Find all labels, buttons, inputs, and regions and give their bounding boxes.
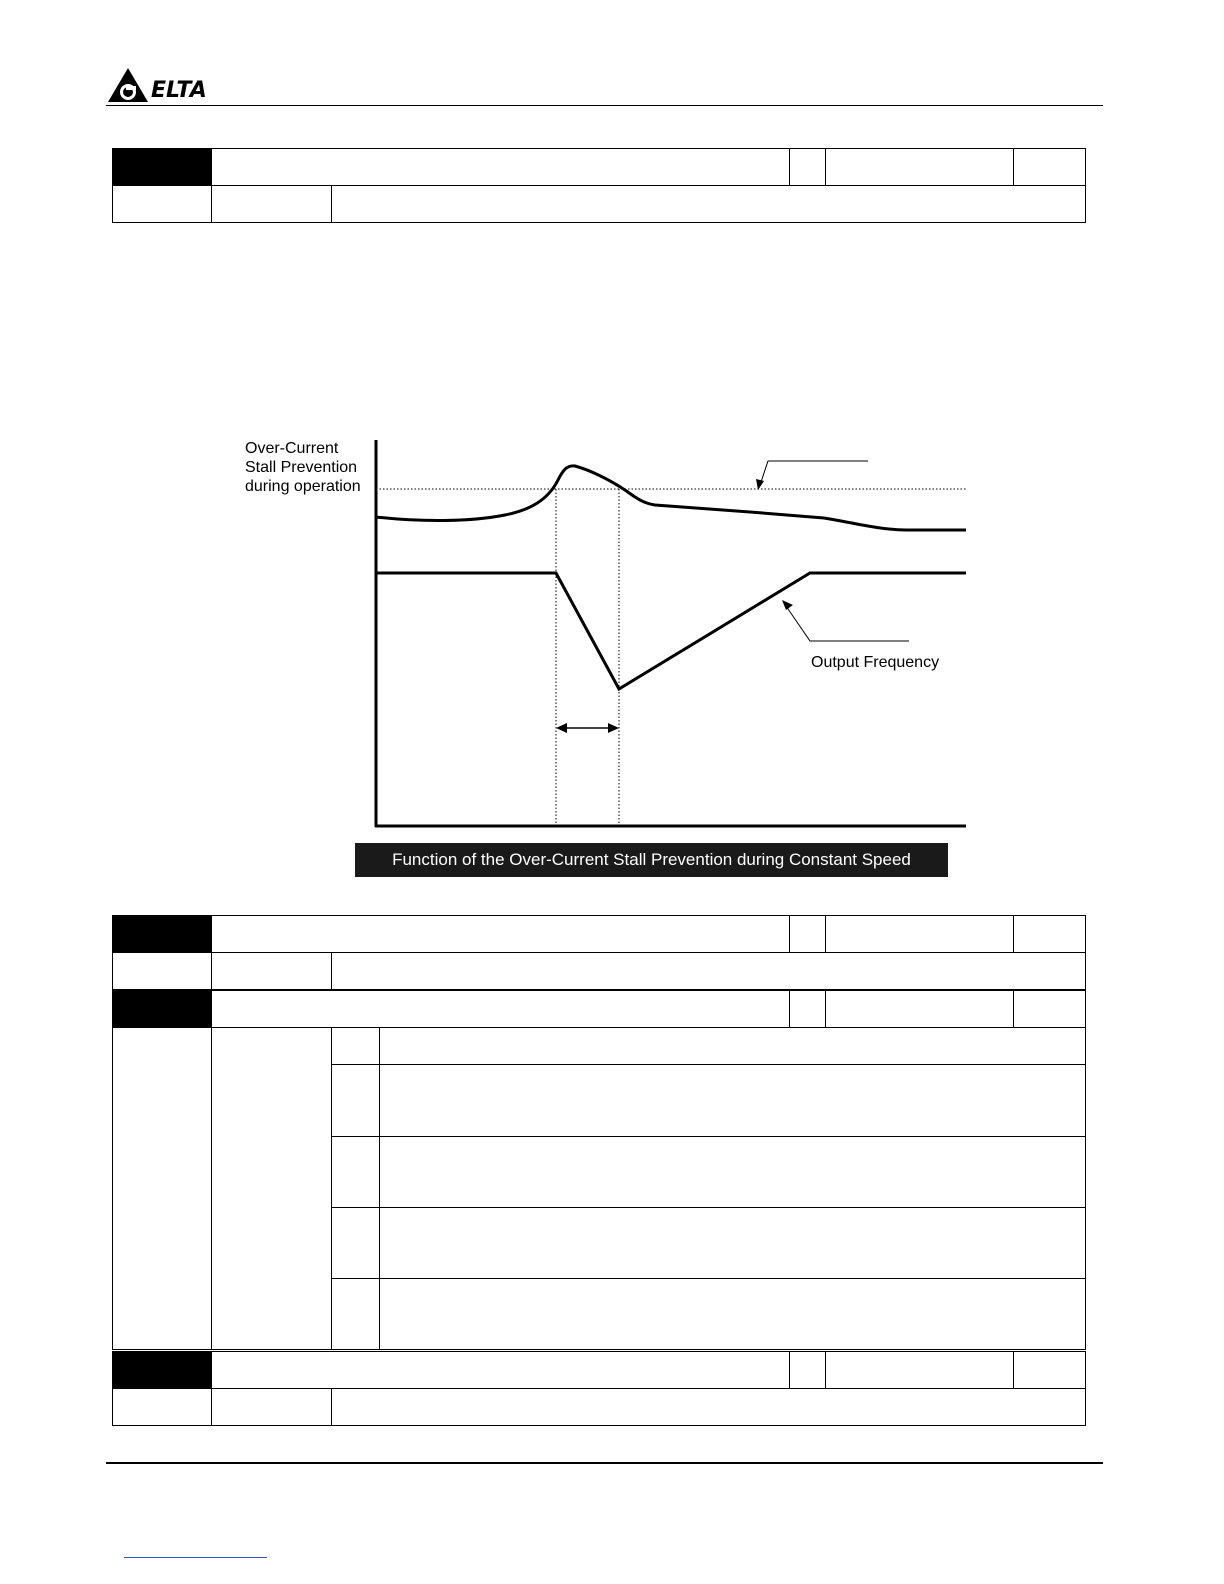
frequency-callout-arrowhead [782, 600, 793, 610]
threshold-label-line-3: during operation [245, 478, 361, 495]
param-flag-cell [790, 991, 826, 1028]
param-name-cell [212, 991, 790, 1028]
table-row [113, 149, 1086, 186]
output-frequency-curve [376, 573, 966, 689]
param-name-cell [212, 149, 790, 186]
param-empty-cell [113, 1389, 212, 1426]
chart-caption-box [355, 843, 948, 877]
table-row [113, 1028, 1086, 1065]
logo-text: ELTA [151, 78, 207, 103]
param-settings-value-cell [332, 1389, 1086, 1426]
option-number-cell [332, 1028, 380, 1065]
param-unit-cell [1014, 916, 1086, 953]
param-settings-value-cell [332, 186, 1086, 223]
param-settings-value-cell [332, 953, 1086, 990]
param-settings-label-cell [212, 1028, 332, 1350]
param-factory-cell [826, 149, 1014, 186]
param-unit-cell [1014, 991, 1086, 1028]
param-unit-cell [1014, 149, 1086, 186]
table-row [113, 916, 1086, 953]
param-code-cell [113, 1352, 212, 1389]
parameter-table-3 [112, 990, 1086, 1350]
option-description-cell [380, 1065, 1086, 1137]
param-code-cell [113, 991, 212, 1028]
footer-rule [106, 1462, 1103, 1464]
param-flag-cell [790, 916, 826, 953]
parameter-table-4 [112, 1351, 1086, 1426]
option-number-cell [332, 1137, 380, 1208]
chart-caption: Function of the Over-Current Stall Prevention during Constant Speed [392, 850, 911, 869]
param-factory-cell [826, 916, 1014, 953]
param-name-cell [212, 1352, 790, 1389]
param-code-cell [113, 916, 212, 953]
option-number-cell [332, 1208, 380, 1279]
param-settings-label-cell [212, 186, 332, 223]
option-description-cell [380, 1028, 1086, 1065]
time-interval-arrowhead-right [608, 723, 619, 733]
parameter-table-1 [112, 148, 1086, 223]
param-empty-cell [113, 1028, 212, 1350]
stall-prevention-chart [230, 430, 990, 890]
table-row [113, 991, 1086, 1028]
threshold-callout-leader [760, 461, 868, 485]
threshold-callout-arrowhead [756, 479, 764, 490]
table-row [113, 1389, 1086, 1426]
param-settings-label-cell [212, 1389, 332, 1426]
footer-link-underline[interactable] [124, 1557, 267, 1558]
param-unit-cell [1014, 1352, 1086, 1389]
threshold-label-line-1: Over-Current [245, 440, 339, 457]
header-rule [106, 105, 1103, 106]
option-number-cell [332, 1279, 380, 1350]
param-flag-cell [790, 1352, 826, 1389]
param-name-cell [212, 916, 790, 953]
param-empty-cell [113, 953, 212, 990]
option-description-cell [380, 1208, 1086, 1279]
param-flag-cell [790, 149, 826, 186]
parameter-table-2 [112, 915, 1086, 990]
series-label-output-frequency: Output Frequency [811, 654, 940, 671]
param-settings-label-cell [212, 953, 332, 990]
param-factory-cell [826, 1352, 1014, 1389]
table-row [113, 186, 1086, 223]
threshold-label-line-2: Stall Prevention [245, 459, 358, 476]
table-row [113, 953, 1086, 990]
output-current-curve [376, 466, 966, 530]
option-description-cell [380, 1279, 1086, 1350]
frequency-callout-leader [786, 606, 909, 641]
param-empty-cell [113, 186, 212, 223]
time-interval-arrowhead-left [556, 723, 567, 733]
option-description-cell [380, 1137, 1086, 1208]
param-factory-cell [826, 991, 1014, 1028]
param-code-cell [113, 149, 212, 186]
option-number-cell [332, 1065, 380, 1137]
table-row [113, 1352, 1086, 1389]
